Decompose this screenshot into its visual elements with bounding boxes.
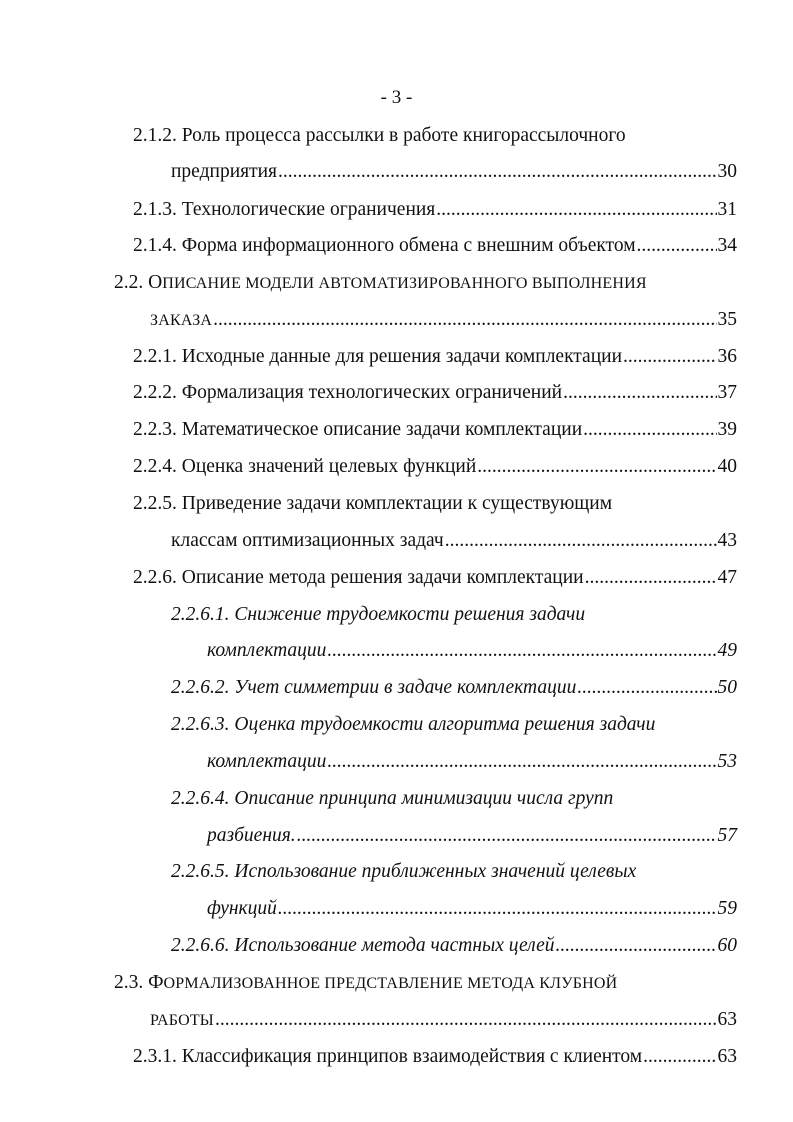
entry-number: 2.3.1. — [133, 1046, 177, 1067]
entry-title-cont: ЗАКАЗА — [150, 312, 213, 329]
toc-entry-2-2-5-line1 — [133, 490, 612, 518]
toc-entry-2-2-line1 — [114, 269, 647, 297]
leader-dots — [278, 158, 716, 186]
entry-title: ОПИСАНИЕ МОДЕЛИ АВТОМАТИЗИРОВАННОГО ВЫПОЛНЕНИЯ — [148, 272, 647, 293]
entry-page: 47 — [717, 567, 737, 588]
entry-title-cont: функций — [207, 898, 277, 919]
entry-title: Технологические ограничения — [181, 199, 436, 220]
toc-entry-2-2-6 — [133, 564, 737, 592]
entry-number: 2.2.2. — [133, 382, 177, 403]
entry-title-cont: комплектации — [207, 640, 327, 661]
toc-entry-2-1-4 — [133, 232, 737, 260]
entry-title-cont: классам оптимизационных задач — [171, 530, 444, 551]
leader-dots — [436, 196, 716, 224]
entry-number: 2.2.6.2. — [171, 677, 230, 698]
entry-number: 2.1.4. — [133, 235, 177, 256]
toc-entry-2-2-6-5-line2 — [207, 895, 737, 923]
entry-page: 40 — [717, 456, 737, 477]
entry-title-cont: комплектации — [207, 751, 327, 772]
entry-page: 60 — [717, 935, 737, 956]
toc-entry-2-2-6-6 — [171, 932, 737, 960]
entry-title: Использование приближенных значений целевых — [234, 861, 637, 882]
entry-number: 2.2.6.1. — [171, 604, 230, 625]
toc-entry-2-2-6-1-line2 — [207, 637, 737, 665]
entry-title: Описание метода решения задачи комплектации — [181, 567, 584, 588]
toc-entry-2-1-2-line2 — [171, 158, 737, 186]
entry-title: Приведение задачи комплектации к существующим — [181, 493, 613, 514]
entry-title: Форма информационного обмена с внешним объектом — [181, 235, 636, 256]
entry-page: 63 — [717, 1046, 737, 1067]
toc-entry-2-2-1 — [133, 343, 737, 371]
entry-title: Формализация технологических ограничений — [181, 382, 563, 403]
toc-entry-2-3-line2 — [150, 1006, 737, 1034]
entry-title: Роль процесса рассылки в работе книгорассылочного — [181, 125, 626, 146]
entry-number: 2.2.6.6. — [171, 935, 230, 956]
leader-dots — [643, 1043, 716, 1071]
entry-title: Оценка трудоемкости алгоритма решения задачи — [234, 714, 656, 735]
toc-entry-2-2-line2 — [150, 306, 737, 334]
entry-page: 36 — [717, 346, 737, 367]
entry-page: 53 — [717, 751, 737, 772]
toc-entry-2-3-line1 — [114, 969, 617, 997]
entry-number: 2.2.5. — [133, 493, 177, 514]
entry-number: 2.2.6. — [133, 567, 177, 588]
entry-number: 2.2.1. — [133, 346, 177, 367]
entry-title: Математическое описание задачи комплектации — [181, 419, 583, 440]
leader-dots — [637, 232, 717, 260]
entry-title: Использование метода частных целей — [234, 935, 555, 956]
entry-page: 43 — [717, 530, 737, 551]
leader-dots — [327, 637, 716, 665]
entry-page: 39 — [717, 419, 737, 440]
entry-number: 2.1.3. — [133, 199, 177, 220]
toc-entry-2-2-6-4-line2 — [207, 822, 737, 850]
entry-title-cont: разбиения. — [207, 825, 296, 846]
entry-title-cont: предприятия — [171, 161, 278, 182]
entry-title: Снижение трудоемкости решения задачи — [234, 604, 586, 625]
entry-page: 34 — [717, 235, 737, 256]
leader-dots — [577, 674, 716, 702]
toc-entry-2-1-3 — [133, 196, 737, 224]
entry-number: 2.2.6.3. — [171, 714, 230, 735]
entry-page: 63 — [717, 1009, 737, 1030]
leader-dots — [477, 453, 716, 481]
entry-number: 2.2.3. — [133, 419, 177, 440]
toc-entry-2-1-2-line1 — [133, 122, 626, 150]
entry-page: 50 — [717, 677, 737, 698]
toc-entry-2-2-6-3-line2 — [207, 748, 737, 776]
toc-entry-2-2-2 — [133, 379, 737, 407]
entry-page: 37 — [717, 382, 737, 403]
entry-number: 2.2.6.4. — [171, 788, 230, 809]
toc-entry-2-2-6-5-line1 — [171, 858, 636, 886]
entry-page: 59 — [717, 898, 737, 919]
toc-entry-2-2-5-line2 — [171, 527, 737, 555]
leader-dots — [278, 895, 717, 923]
leader-dots — [445, 527, 717, 555]
leader-dots — [563, 379, 716, 407]
entry-title: Исходные данные для решения задачи комплектации — [181, 346, 623, 367]
entry-page: 49 — [717, 640, 737, 661]
entry-title: Классификация принципов взаимодействия с клиентом — [181, 1046, 643, 1067]
entry-number: 2.2. — [114, 272, 144, 293]
toc-entry-2-2-4 — [133, 453, 737, 481]
leader-dots — [327, 748, 716, 776]
leader-dots — [213, 306, 716, 334]
entry-title: Описание принципа минимизации числа групп — [234, 788, 614, 809]
toc-entry-2-2-6-3-line1 — [171, 711, 655, 739]
entry-page: 35 — [717, 309, 737, 330]
leader-dots — [623, 343, 716, 371]
leader-dots — [297, 822, 717, 850]
toc-entry-2-2-6-2 — [171, 674, 737, 702]
entry-number: 2.2.4. — [133, 456, 177, 477]
entry-number: 2.1.2. — [133, 125, 177, 146]
toc-entry-2-3-1 — [133, 1043, 737, 1071]
entry-title: ФОРМАЛИЗОВАННОЕ ПРЕДСТАВЛЕНИЕ МЕТОДА КЛУБНОЙ — [148, 972, 618, 993]
entry-number: 2.2.6.5. — [171, 861, 230, 882]
leader-dots — [585, 564, 717, 592]
page-number: - 3 - — [380, 87, 413, 108]
entry-page: 31 — [717, 199, 737, 220]
leader-dots — [215, 1006, 717, 1034]
entry-title: Учет симметрии в задаче комплектации — [234, 677, 577, 698]
entry-page: 57 — [717, 825, 737, 846]
toc-entry-2-2-6-1-line1 — [171, 601, 585, 629]
entry-title: Оценка значений целевых функций — [181, 456, 477, 477]
leader-dots — [556, 932, 717, 960]
toc-entry-2-2-6-4-line1 — [171, 785, 613, 813]
leader-dots — [583, 416, 716, 444]
entry-number: 2.3. — [114, 972, 144, 993]
entry-page: 30 — [717, 161, 737, 182]
entry-title-cont: РАБОТЫ — [150, 1012, 214, 1029]
toc-entry-2-2-3 — [133, 416, 737, 444]
